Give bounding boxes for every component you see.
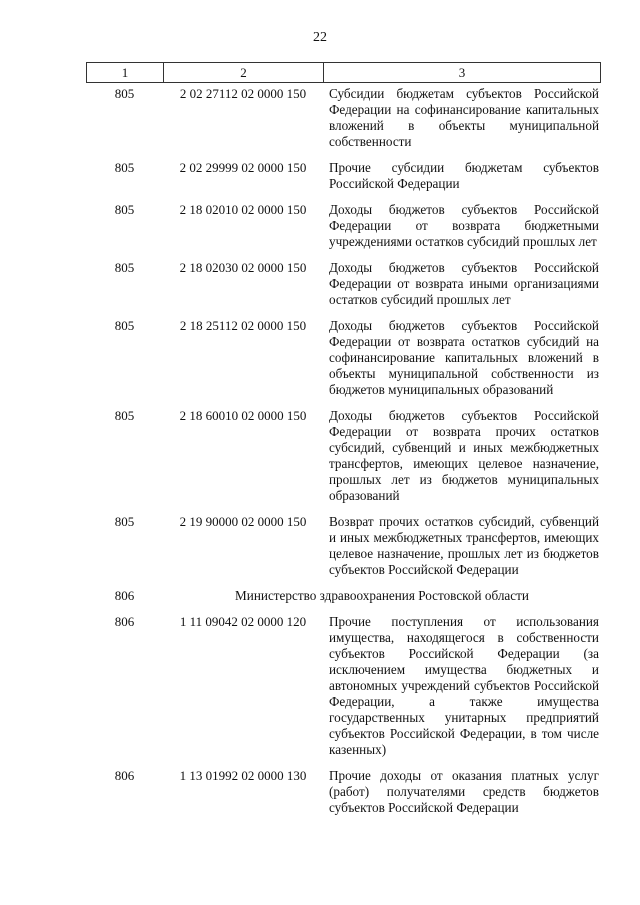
income-name: Доходы бюджетов субъектов Российской Федерации от возврата остатков субсидий на софинансирование капитальных вложений в объекты муниципальной собственности из бюджетов муниципальных образований [329, 318, 599, 397]
income-name: Прочие доходы от оказания платных услуг (работ) получателями средств бюджетов субъектов Российской Федерации [329, 768, 599, 815]
income-name: Прочие субсидии бюджетам субъектов Российской Федерации [329, 160, 599, 191]
income-code: 2 19 90000 02 0000 150 [179, 514, 307, 529]
income-code: 1 11 09042 02 0000 120 [179, 614, 307, 629]
table-row [86, 202, 601, 250]
table-row [86, 514, 601, 578]
page-number: 22 [313, 30, 327, 45]
ministry-row [86, 588, 601, 604]
admin-code: 805 [114, 202, 135, 217]
income-code: 2 18 02030 02 0000 150 [179, 260, 307, 275]
income-name: Доходы бюджетов субъектов Российской Федерации от возврата бюджетными учреждениями остатков субсидий прошлых лет [329, 202, 599, 249]
admin-code: 805 [114, 86, 135, 101]
header-col-3: 3 [458, 65, 466, 80]
table-row [86, 260, 601, 308]
income-code: 2 18 60010 02 0000 150 [179, 408, 307, 423]
income-name: Прочие поступления от использования имущества, находящегося в собственности субъектов Российской Федерации (за исключением имущества бюджетных и автономных учреждений субъектов Российской Федерации, а также имущества государственных унитарных предприятий субъектов Российской Федерации, в том числе казенных) [329, 614, 599, 757]
admin-code: 806 [114, 768, 135, 783]
header-col-1: 1 [87, 63, 164, 82]
income-name: Возврат прочих остатков субсидий, субвенций и иных межбюджетных трансфертов, имеющих целевое назначение, прошлых лет из бюджетов субъектов Российской Федерации [329, 514, 599, 577]
table-row [86, 86, 601, 150]
admin-code: 805 [114, 318, 135, 333]
admin-code: 805 [114, 408, 135, 423]
admin-code: 806 [114, 588, 135, 603]
income-name: Доходы бюджетов субъектов Российской Федерации от возврата иными организациями остатков субсидий прошлых лет [329, 260, 599, 307]
ministry-name: Министерство здравоохранения Ростовской области [235, 588, 529, 603]
table-row [86, 318, 601, 398]
admin-code: 805 [114, 160, 135, 175]
income-name: Доходы бюджетов субъектов Российской Федерации от возврата прочих остатков субсидий, субвенций и иных межбюджетных трансфертов, имеющих целевое назначение, прошлых лет из бюджетов муниципальных образований [329, 408, 599, 503]
admin-code: 805 [114, 514, 135, 529]
table-row [86, 160, 601, 192]
income-name: Субсидии бюджетам субъектов Российской Федерации на софинансирование капитальных вложений в объекты муниципальной собственности [329, 86, 599, 149]
income-code: 2 18 02010 02 0000 150 [179, 202, 307, 217]
table-header [86, 62, 601, 83]
table-row [86, 614, 601, 758]
admin-code: 805 [114, 260, 135, 275]
income-code: 1 13 01992 02 0000 130 [179, 768, 307, 783]
income-code: 2 18 25112 02 0000 150 [179, 318, 307, 333]
header-col-2: 2 [164, 63, 324, 82]
income-code: 2 02 27112 02 0000 150 [179, 86, 307, 101]
table-row [86, 768, 601, 816]
admin-code: 806 [114, 614, 135, 629]
table-row [86, 408, 601, 504]
income-code: 2 02 29999 02 0000 150 [179, 160, 307, 175]
table-body [86, 86, 601, 826]
